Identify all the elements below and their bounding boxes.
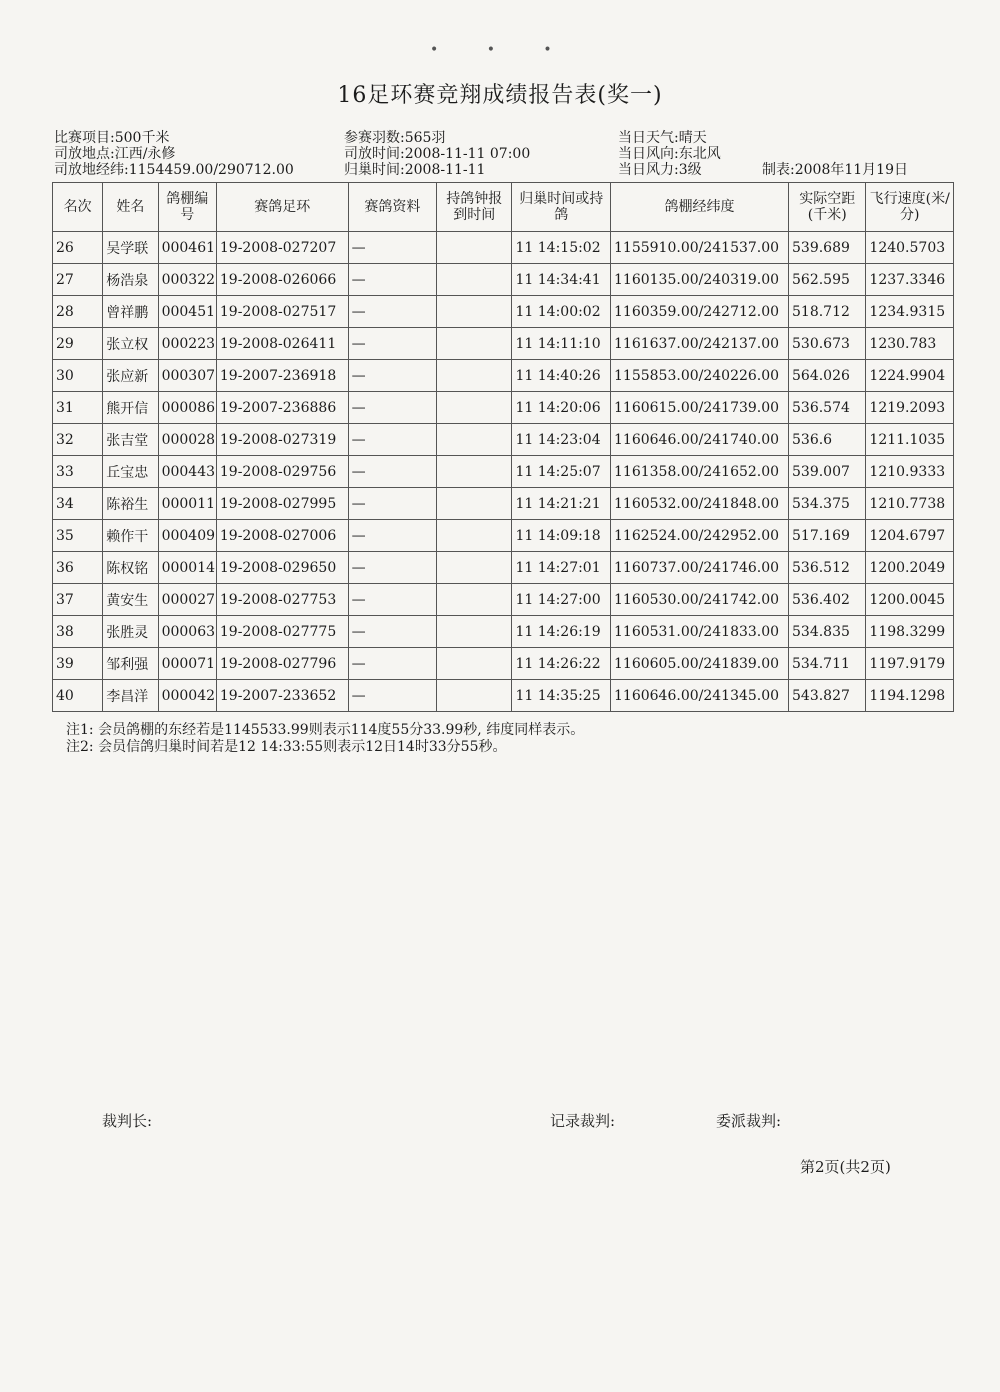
cell-name: 杨浩泉 <box>103 264 158 296</box>
cell-clock-time <box>437 264 512 296</box>
cell-speed: 1200.0045 <box>866 584 954 616</box>
cell-ring: 19-2008-027517 <box>216 296 348 328</box>
cell-coords: 1161358.00/241652.00 <box>611 456 789 488</box>
cell-coords: 1160359.00/242712.00 <box>611 296 789 328</box>
table-body <box>53 232 954 712</box>
cell-rank: 26 <box>53 232 103 264</box>
page-number: 第2页(共2页) <box>800 1158 891 1176</box>
cell-distance: 517.169 <box>789 520 866 552</box>
cell-loft-no: 000409 <box>158 520 216 552</box>
cell-coords: 1160737.00/241746.00 <box>611 552 789 584</box>
cell-rank: 31 <box>53 392 103 424</box>
cell-ring: 19-2008-026411 <box>216 328 348 360</box>
cell-coords: 1160605.00/241839.00 <box>611 648 789 680</box>
cell-distance: 534.835 <box>789 616 866 648</box>
header-coords: 鸽棚经纬度 <box>611 183 789 232</box>
cell-info: — <box>348 552 436 584</box>
cell-ring: 19-2008-027006 <box>216 520 348 552</box>
cell-coords: 1155910.00/241537.00 <box>611 232 789 264</box>
cell-loft-no: 000011 <box>158 488 216 520</box>
cell-rank: 40 <box>53 680 103 712</box>
cell-info: — <box>348 296 436 328</box>
meta-column-2 <box>344 130 530 178</box>
cell-clock-time <box>437 520 512 552</box>
cell-name: 李昌洋 <box>103 680 158 712</box>
cell-rank: 28 <box>53 296 103 328</box>
cell-return-time: 11 14:20:06 <box>512 392 611 424</box>
cell-rank: 27 <box>53 264 103 296</box>
cell-loft-no: 000063 <box>158 616 216 648</box>
cell-name: 邹利强 <box>103 648 158 680</box>
cell-distance: 518.712 <box>789 296 866 328</box>
cell-clock-time <box>437 392 512 424</box>
cell-loft-no: 000307 <box>158 360 216 392</box>
cell-name: 张应新 <box>103 360 158 392</box>
signature-delegate: 委派裁判: <box>716 1112 782 1130</box>
cell-clock-time <box>437 648 512 680</box>
cell-info: — <box>348 680 436 712</box>
cell-loft-no: 000322 <box>158 264 216 296</box>
cell-name: 赖作干 <box>103 520 158 552</box>
cell-clock-time <box>437 584 512 616</box>
header-speed: 飞行速度(米/分) <box>866 183 954 232</box>
cell-distance: 536.512 <box>789 552 866 584</box>
cell-speed: 1211.1035 <box>866 424 954 456</box>
cell-info: — <box>348 616 436 648</box>
cell-clock-time <box>437 360 512 392</box>
cell-speed: 1194.1298 <box>866 680 954 712</box>
meta-release-coords: 司放地经纬:1154459.00/290712.00 <box>54 162 294 178</box>
cell-ring: 19-2008-027796 <box>216 648 348 680</box>
cell-distance: 543.827 <box>789 680 866 712</box>
cell-info: — <box>348 648 436 680</box>
cell-loft-no: 000071 <box>158 648 216 680</box>
signature-chief-judge: 裁判长: <box>102 1112 153 1130</box>
cell-coords: 1160531.00/241833.00 <box>611 616 789 648</box>
meta-column-1 <box>54 130 294 178</box>
meta-event: 比赛项目:500千米 <box>54 130 170 146</box>
cell-clock-time <box>437 456 512 488</box>
cell-return-time: 11 14:23:04 <box>512 424 611 456</box>
table-row <box>53 392 954 424</box>
meta-made-date: 制表:2008年11月19日 <box>762 162 908 178</box>
table-row <box>53 296 954 328</box>
cell-coords: 1160530.00/241742.00 <box>611 584 789 616</box>
cell-info: — <box>348 232 436 264</box>
cell-ring: 19-2008-029650 <box>216 552 348 584</box>
cell-info: — <box>348 584 436 616</box>
cell-return-time: 11 14:40:26 <box>512 360 611 392</box>
cell-name: 熊开信 <box>103 392 158 424</box>
cell-ring: 19-2008-027753 <box>216 584 348 616</box>
header-distance: 实际空距(千米) <box>789 183 866 232</box>
cell-distance: 536.402 <box>789 584 866 616</box>
cell-ring: 19-2008-027775 <box>216 616 348 648</box>
cell-rank: 39 <box>53 648 103 680</box>
cell-distance: 536.6 <box>789 424 866 456</box>
cell-speed: 1198.3299 <box>866 616 954 648</box>
cell-distance: 534.375 <box>789 488 866 520</box>
table-row <box>53 616 954 648</box>
cell-coords: 1160532.00/241848.00 <box>611 488 789 520</box>
cell-return-time: 11 14:35:25 <box>512 680 611 712</box>
cell-return-time: 11 14:15:02 <box>512 232 611 264</box>
cell-return-time: 11 14:27:01 <box>512 552 611 584</box>
cell-distance: 562.595 <box>789 264 866 296</box>
cell-coords: 1160646.00/241345.00 <box>611 680 789 712</box>
cell-rank: 35 <box>53 520 103 552</box>
cell-speed: 1230.783 <box>866 328 954 360</box>
header-info: 赛鸽资料 <box>348 183 436 232</box>
table-row <box>53 232 954 264</box>
cell-info: — <box>348 328 436 360</box>
cell-clock-time <box>437 328 512 360</box>
cell-loft-no: 000451 <box>158 296 216 328</box>
cell-ring: 19-2008-027319 <box>216 424 348 456</box>
cell-name: 吴学联 <box>103 232 158 264</box>
cell-rank: 36 <box>53 552 103 584</box>
header-loft-no: 鸽棚编号 <box>158 183 216 232</box>
cell-distance: 534.711 <box>789 648 866 680</box>
cell-speed: 1224.9904 <box>866 360 954 392</box>
cell-name: 张胜灵 <box>103 616 158 648</box>
cell-return-time: 11 14:21:21 <box>512 488 611 520</box>
cell-name: 陈裕生 <box>103 488 158 520</box>
cell-ring: 19-2008-027207 <box>216 232 348 264</box>
cell-return-time: 11 14:26:22 <box>512 648 611 680</box>
cell-name: 张立权 <box>103 328 158 360</box>
table-row <box>53 360 954 392</box>
cell-info: — <box>348 360 436 392</box>
cell-rank: 33 <box>53 456 103 488</box>
cell-info: — <box>348 488 436 520</box>
cell-loft-no: 000042 <box>158 680 216 712</box>
cell-return-time: 11 14:27:00 <box>512 584 611 616</box>
cell-distance: 564.026 <box>789 360 866 392</box>
meta-entries: 参赛羽数:565羽 <box>344 130 446 146</box>
cell-coords: 1160646.00/241740.00 <box>611 424 789 456</box>
cell-rank: 38 <box>53 616 103 648</box>
cell-return-time: 11 14:34:41 <box>512 264 611 296</box>
cell-return-time: 11 14:26:19 <box>512 616 611 648</box>
cell-speed: 1210.9333 <box>866 456 954 488</box>
cell-ring: 19-2007-236918 <box>216 360 348 392</box>
cell-info: — <box>348 424 436 456</box>
meta-return-time: 归巢时间:2008-11-11 <box>344 162 486 178</box>
cell-rank: 30 <box>53 360 103 392</box>
cell-rank: 34 <box>53 488 103 520</box>
cell-coords: 1155853.00/240226.00 <box>611 360 789 392</box>
cell-name: 陈权铭 <box>103 552 158 584</box>
cell-coords: 1160135.00/240319.00 <box>611 264 789 296</box>
cell-loft-no: 000014 <box>158 552 216 584</box>
cell-speed: 1210.7738 <box>866 488 954 520</box>
cell-speed: 1237.3346 <box>866 264 954 296</box>
cell-loft-no: 000086 <box>158 392 216 424</box>
cell-loft-no: 000443 <box>158 456 216 488</box>
header-return-time: 归巢时间或持鸽 <box>512 183 611 232</box>
cell-ring: 19-2008-026066 <box>216 264 348 296</box>
cell-clock-time <box>437 488 512 520</box>
cell-return-time: 11 14:25:07 <box>512 456 611 488</box>
cell-distance: 539.689 <box>789 232 866 264</box>
signature-recorder: 记录裁判: <box>550 1112 616 1130</box>
cell-speed: 1200.2049 <box>866 552 954 584</box>
cell-return-time: 11 14:11:10 <box>512 328 611 360</box>
cell-speed: 1234.9315 <box>866 296 954 328</box>
header-ring: 赛鸽足环 <box>216 183 348 232</box>
cell-name: 曾祥鹏 <box>103 296 158 328</box>
cell-info: — <box>348 264 436 296</box>
cell-info: — <box>348 456 436 488</box>
header-rank: 名次 <box>53 183 103 232</box>
cell-loft-no: 000027 <box>158 584 216 616</box>
table-header-row <box>53 183 954 232</box>
cell-loft-no: 000028 <box>158 424 216 456</box>
scan-marks: • • • <box>430 42 574 58</box>
cell-coords: 1161637.00/242137.00 <box>611 328 789 360</box>
cell-ring: 19-2007-233652 <box>216 680 348 712</box>
notes <box>66 722 584 756</box>
page-title: 16足环赛竞翔成绩报告表(奖一) <box>337 83 663 108</box>
cell-coords: 1160615.00/241739.00 <box>611 392 789 424</box>
cell-clock-time <box>437 232 512 264</box>
cell-clock-time <box>437 552 512 584</box>
cell-rank: 32 <box>53 424 103 456</box>
cell-name: 黄安生 <box>103 584 158 616</box>
cell-info: — <box>348 392 436 424</box>
cell-clock-time <box>437 680 512 712</box>
meta-column-3 <box>618 130 721 178</box>
note-1: 注1: 会员鸽棚的东经若是1145533.99则表示114度55分33.99秒, 纬度同样表示。 <box>66 722 585 738</box>
meta-release-time: 司放时间:2008-11-11 07:00 <box>344 146 531 162</box>
cell-distance: 536.574 <box>789 392 866 424</box>
cell-speed: 1204.6797 <box>866 520 954 552</box>
cell-clock-time <box>437 616 512 648</box>
table-row <box>53 456 954 488</box>
cell-ring: 19-2007-236886 <box>216 392 348 424</box>
table-row <box>53 488 954 520</box>
cell-speed: 1219.2093 <box>866 392 954 424</box>
cell-name: 张吉堂 <box>103 424 158 456</box>
cell-speed: 1197.9179 <box>866 648 954 680</box>
cell-distance: 530.673 <box>789 328 866 360</box>
cell-clock-time <box>437 424 512 456</box>
meta-wind-direction: 当日风向:东北风 <box>618 146 721 162</box>
cell-rank: 37 <box>53 584 103 616</box>
cell-ring: 19-2008-027995 <box>216 488 348 520</box>
table-row <box>53 424 954 456</box>
cell-distance: 539.007 <box>789 456 866 488</box>
cell-rank: 29 <box>53 328 103 360</box>
table-row <box>53 520 954 552</box>
cell-speed: 1240.5703 <box>866 232 954 264</box>
table-row <box>53 584 954 616</box>
cell-return-time: 11 14:09:18 <box>512 520 611 552</box>
meta-wind-force: 当日风力:3级 <box>618 162 702 178</box>
cell-return-time: 11 14:00:02 <box>512 296 611 328</box>
table-row <box>53 648 954 680</box>
table-row <box>53 328 954 360</box>
cell-name: 丘宝忠 <box>103 456 158 488</box>
cell-loft-no: 000461 <box>158 232 216 264</box>
header-name: 姓名 <box>103 183 158 232</box>
note-2: 注2: 会员信鸽归巢时间若是12 14:33:55则表示12日14时33分55秒。 <box>66 739 507 755</box>
cell-loft-no: 000223 <box>158 328 216 360</box>
cell-info: — <box>348 520 436 552</box>
meta-weather: 当日天气:晴天 <box>618 130 707 146</box>
table-row <box>53 264 954 296</box>
cell-ring: 19-2008-029756 <box>216 456 348 488</box>
cell-coords: 1162524.00/242952.00 <box>611 520 789 552</box>
meta-release-place: 司放地点:江西/永修 <box>54 146 176 162</box>
header-clock-time: 持鸽钟报到时间 <box>437 183 512 232</box>
results-table <box>52 182 954 712</box>
cell-clock-time <box>437 296 512 328</box>
table-row <box>53 552 954 584</box>
table-row <box>53 680 954 712</box>
